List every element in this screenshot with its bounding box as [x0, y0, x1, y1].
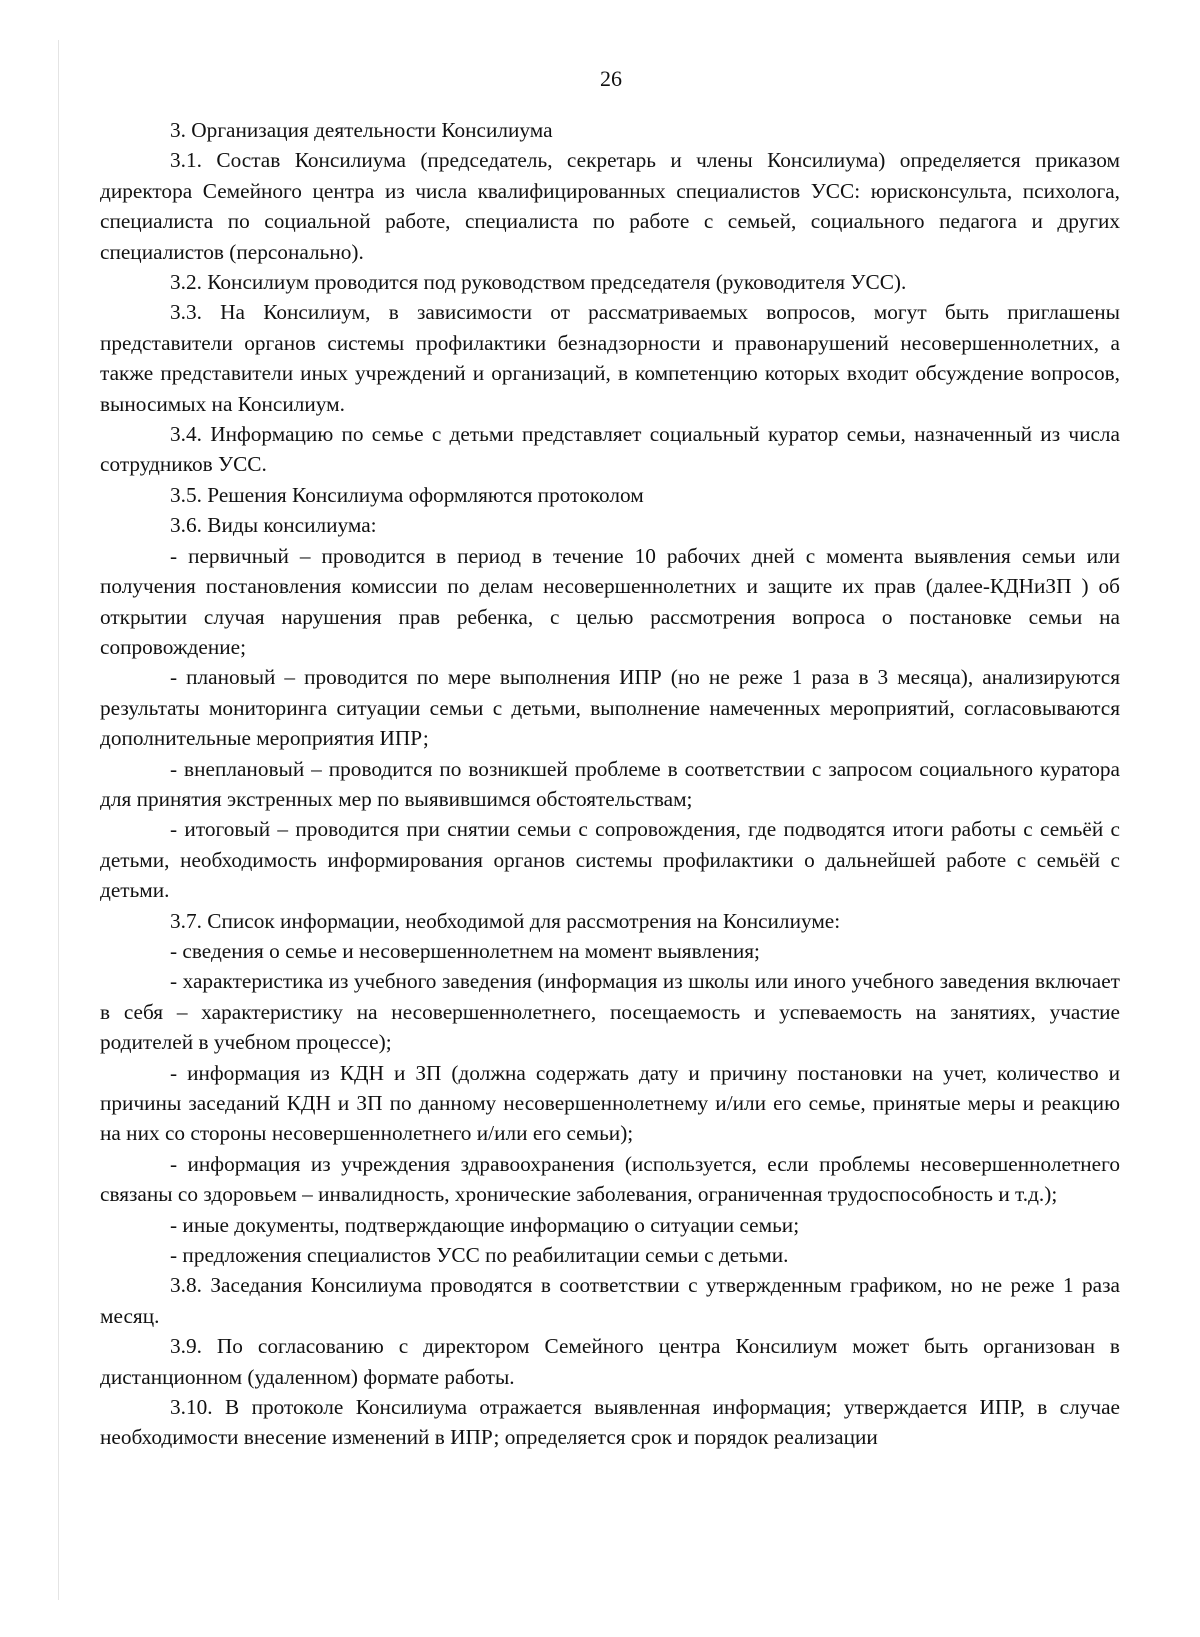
list-item-primary: - первичный – проводится в период в течение 10 рабочих дней с момента выявления семьи или получения постановления комиссии по делам несовершеннолетних и защите их прав (далее-КДНиЗП ) об открытии случая нарушения прав ребенка, с целью рассмотрения вопроса о постановке семьи на сопровождение;	[100, 543, 1120, 659]
section-heading: 3. Организация деятельности Консилиума	[170, 118, 553, 142]
paragraph-3-8: 3.8. Заседания Консилиума проводятся в соответствии с утвержденным графиком, но не реже 1 раза месяц.	[100, 1273, 1120, 1328]
list-item-final: - итоговый – проводится при снятии семьи с сопровождения, где подводятся итоги работы с семьёй с детьми, необходимость информирования органов системы профилактики о дальнейшей работе с семьёй с детьми.	[100, 817, 1120, 903]
list-item-kdn-info: - информация из КДН и ЗП (должна содержать дату и причину постановки на учет, количество и причины заседаний КДН и ЗП по данному несовершеннолетнему и/или его семье, принятые меры и реакцию на них со стороны несовершеннолетнего и/или его семьи);	[100, 1060, 1120, 1146]
list-item-unplanned: - внеплановый – проводится по возникшей проблеме в соответствии с запросом социального куратора для принятия экстренных мер по выявившимся обстоятельствам;	[100, 756, 1120, 811]
list-item-other-docs: - иные документы, подтверждающие информацию о ситуации семьи;	[170, 1212, 800, 1237]
paragraph-3-7: 3.7. Список информации, необходимой для рассмотрения на Консилиуме:	[170, 908, 841, 933]
list-item-family-info: - сведения о семье и несовершеннолетнем на момент выявления;	[170, 938, 760, 963]
paragraph-3-6: 3.6. Виды консилиума:	[170, 513, 377, 538]
paragraph-3-2: 3.2. Консилиум проводится под руководством председателя (руководителя УСС).	[170, 270, 907, 295]
list-item-planned: - плановый – проводится по мере выполнения ИПР (но не реже 1 раза в 3 месяца), анализируются результаты мониторинга ситуации семьи с детьми, выполнение намеченных мероприятий, согласовываются дополнительные мероприятия ИПР;	[100, 665, 1120, 751]
paragraph-3-3: 3.3. На Консилиум, в зависимости от рассматриваемых вопросов, могут быть приглашены представители органов системы профилактики безнадзорности и правонарушений несовершеннолетних, а также представители иных учреждений и организаций, в компетенцию которых входит обсуждение вопросов, выносимых на Консилиум.	[100, 300, 1120, 416]
list-item-proposals: - предложения специалистов УСС по реабилитации семьи с детьми.	[170, 1243, 789, 1268]
document-body	[100, 115, 1120, 1453]
list-item-health-info: - информация из учреждения здравоохранения (используется, если проблемы несовершеннолетнего связаны со здоровьем – инвалидность, хронические заболевания, ограниченная трудоспособность и т.д.);	[100, 1151, 1120, 1207]
scan-edge-line	[58, 40, 59, 1600]
page-number: 26	[600, 66, 622, 91]
paragraph-3-4: 3.4. Информацию по семье с детьми представляет социальный куратор семьи, назначенный из числа сотрудников УСС.	[100, 422, 1120, 477]
paragraph-3-1: 3.1. Состав Консилиума (председатель, секретарь и члены Консилиума) определяется приказом директора Семейного центра из числа квалифицированных специалистов УСС: юрисконсульта, психолога, специалиста по социальной работе, специалиста по работе с семьей, социального педагога и других специалистов (персонально).	[100, 148, 1120, 264]
list-item-school-info: - характеристика из учебного заведения (информация из школы или иного учебного заведения включает в себя – характеристику на несовершеннолетнего, посещаемость и успеваемость на занятиях, участие родителей в учебном процессе);	[100, 969, 1120, 1055]
paragraph-3-10: 3.10. В протоколе Консилиума отражается выявленная информация; утверждается ИПР, в случае необходимости внесение изменений в ИПР; определяется срок и порядок реализации	[100, 1395, 1120, 1450]
paragraph-3-9: 3.9. По согласованию с директором Семейного центра Консилиум может быть организован в дистанционном (удаленном) формате работы.	[100, 1334, 1120, 1389]
paragraph-3-5: 3.5. Решения Консилиума оформляются протоколом	[170, 482, 644, 507]
